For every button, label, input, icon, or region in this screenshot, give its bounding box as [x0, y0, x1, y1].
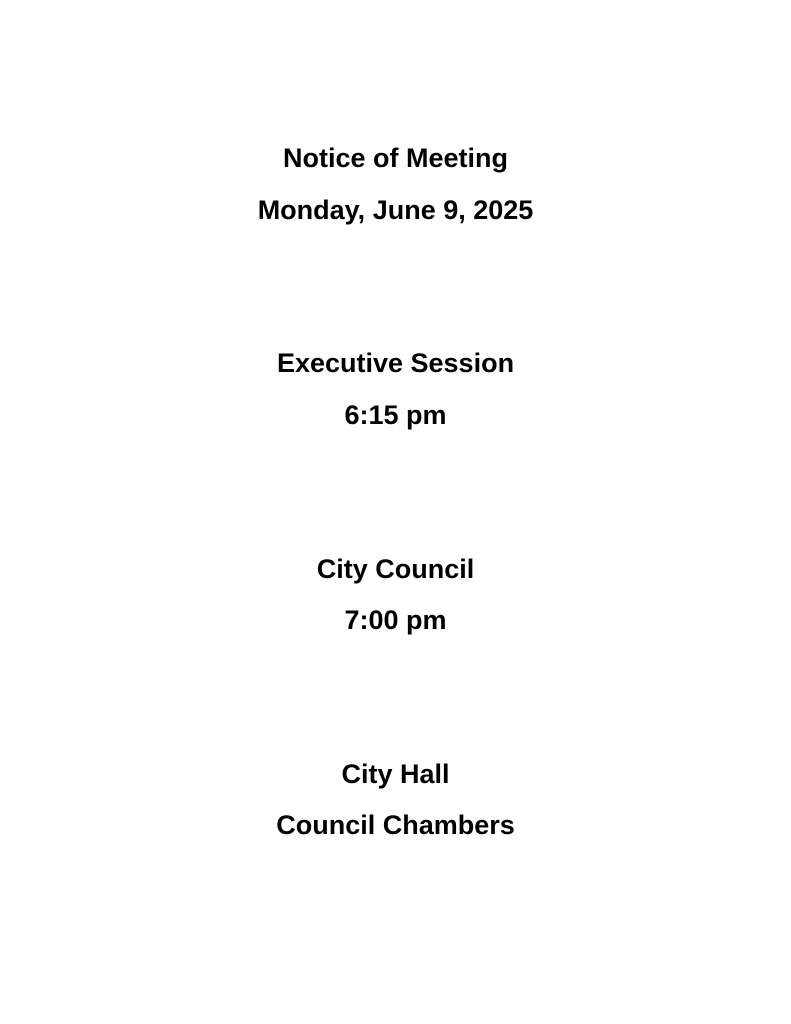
notice-title: Notice of Meeting: [282, 143, 508, 173]
executive-session-label: Executive Session: [276, 348, 515, 378]
meeting-date: Monday, June 9, 2025: [257, 195, 534, 225]
city-council-label: City Council: [316, 554, 475, 584]
location-room: Council Chambers: [276, 810, 515, 840]
city-council-time: 7:00 pm: [344, 605, 447, 635]
executive-session-time: 6:15 pm: [344, 400, 447, 430]
location-building: City Hall: [341, 759, 450, 789]
